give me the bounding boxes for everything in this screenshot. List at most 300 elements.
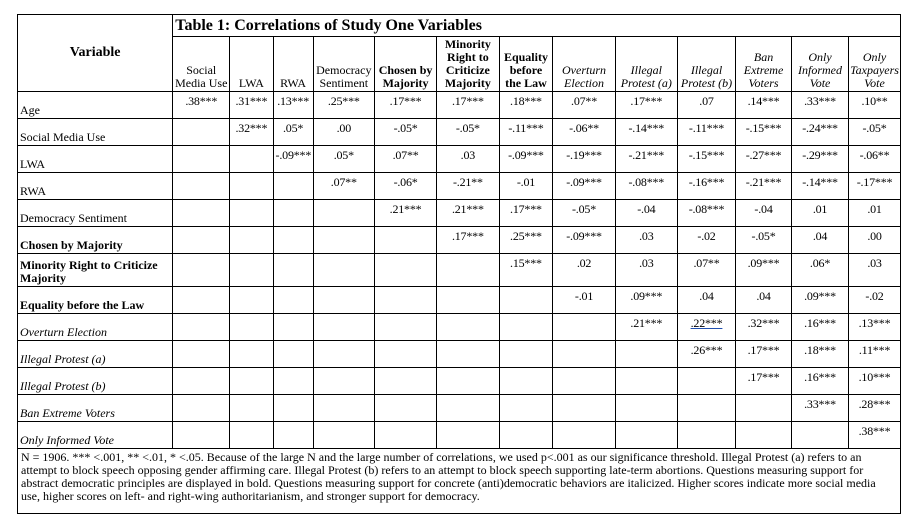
table-cell xyxy=(173,287,230,314)
table-cell xyxy=(499,368,553,395)
row-label: Social Media Use xyxy=(18,119,173,146)
table-cell xyxy=(313,92,374,119)
table-cell xyxy=(374,368,436,395)
table-cell xyxy=(553,92,615,119)
row-label: Only Informed Vote xyxy=(18,422,173,449)
correlation-value: -.11*** xyxy=(688,121,725,135)
correlation-value: .38*** xyxy=(185,94,218,108)
table-cell xyxy=(677,287,735,314)
correlation-value: -.09*** xyxy=(508,148,544,162)
table-cell xyxy=(374,422,436,449)
table-cell xyxy=(173,368,230,395)
table-cell xyxy=(615,200,677,227)
row-label: Illegal Protest (a) xyxy=(18,341,173,368)
correlation-value: .00 xyxy=(336,121,351,135)
title-row xyxy=(18,15,901,37)
table-cell xyxy=(273,227,313,254)
correlation-value: .33*** xyxy=(804,397,836,411)
table-cell xyxy=(499,119,553,146)
correlation-value: .17*** xyxy=(451,229,484,243)
correlation-value: .13*** xyxy=(277,94,310,108)
correlation-value: .28*** xyxy=(858,397,891,411)
correlation-value: .07** xyxy=(392,148,419,162)
correlation-value: -.01 xyxy=(574,289,594,303)
table-cell xyxy=(849,254,901,287)
table-cell xyxy=(437,173,499,200)
table-cell xyxy=(736,341,792,368)
correlation-value: .21*** xyxy=(389,202,422,216)
row-label: Chosen by Majority xyxy=(18,227,173,254)
table-cell xyxy=(736,173,792,200)
table-cell xyxy=(736,368,792,395)
table-cell xyxy=(273,173,313,200)
table-cell xyxy=(677,146,735,173)
table-cell xyxy=(230,119,273,146)
table-cell xyxy=(313,200,374,227)
table-cell xyxy=(437,92,499,119)
table-cell xyxy=(313,314,374,341)
correlation-value: .31*** xyxy=(235,94,268,108)
table-cell xyxy=(173,422,230,449)
table-cell xyxy=(499,146,553,173)
table-cell xyxy=(230,92,273,119)
table-title: Table 1: Correlations of Study One Variables xyxy=(173,15,901,37)
correlation-value: .15*** xyxy=(510,256,542,270)
correlation-value: -.21*** xyxy=(628,148,665,162)
table-cell xyxy=(374,146,436,173)
table-cell xyxy=(849,173,901,200)
table-cell xyxy=(615,92,677,119)
variable-header: Variable xyxy=(18,15,173,92)
correlation-value: -.01 xyxy=(516,175,536,189)
column-header: Social Media Use xyxy=(173,37,230,92)
correlation-value: .14*** xyxy=(747,94,780,108)
table-cell xyxy=(553,173,615,200)
correlation-value: .17*** xyxy=(747,343,780,357)
table-cell xyxy=(437,314,499,341)
table-cell xyxy=(615,119,677,146)
table-cell xyxy=(273,314,313,341)
column-header: Illegal Protest (a) xyxy=(615,37,677,92)
table-cell xyxy=(313,395,374,422)
table-cell xyxy=(173,92,230,119)
row-label: Ban Extreme Voters xyxy=(18,395,173,422)
table-cell xyxy=(230,422,273,449)
table-cell xyxy=(313,422,374,449)
table-cell xyxy=(792,341,849,368)
column-header: Only Taxpayers Vote xyxy=(849,37,901,92)
correlation-value: .06* xyxy=(809,256,831,270)
correlation-value: .03 xyxy=(867,256,882,270)
table-cell xyxy=(374,200,436,227)
table-body xyxy=(18,92,901,449)
row-label: Minority Right to Criticize Majority xyxy=(18,254,173,287)
table-cell xyxy=(849,227,901,254)
table-cell xyxy=(273,287,313,314)
correlation-value: .18*** xyxy=(804,343,836,357)
correlation-value: -.02 xyxy=(697,229,716,243)
correlation-value: .21*** xyxy=(451,202,484,216)
correlation-value: -.16*** xyxy=(688,175,725,189)
table-cell xyxy=(173,173,230,200)
table-cell xyxy=(499,287,553,314)
table-row xyxy=(18,119,901,146)
table-cell xyxy=(553,227,615,254)
table-row xyxy=(18,146,901,173)
correlation-value: .00 xyxy=(867,229,882,243)
correlation-value: .17*** xyxy=(747,370,780,384)
table-cell xyxy=(173,119,230,146)
table-cell xyxy=(792,314,849,341)
table-cell xyxy=(499,92,553,119)
table-row xyxy=(18,314,901,341)
correlation-value: .32*** xyxy=(747,316,780,330)
correlation-value: -.14*** xyxy=(628,121,665,135)
table-cell xyxy=(313,173,374,200)
correlation-value: -.24*** xyxy=(802,121,838,135)
table-cell xyxy=(437,341,499,368)
table-cell xyxy=(173,341,230,368)
correlation-value: .09*** xyxy=(747,256,780,270)
correlation-value: .13*** xyxy=(858,316,891,330)
table-cell xyxy=(273,92,313,119)
correlation-value: .38*** xyxy=(858,424,891,438)
correlation-value: -.06* xyxy=(393,175,418,189)
table-row xyxy=(18,254,901,287)
table-cell xyxy=(553,146,615,173)
table-cell xyxy=(792,368,849,395)
table-cell xyxy=(553,395,615,422)
table-cell xyxy=(374,254,436,287)
table-cell xyxy=(437,422,499,449)
correlation-value: .03 xyxy=(460,148,476,162)
table-cell xyxy=(849,146,901,173)
correlation-value: .07** xyxy=(330,175,357,189)
correlation-value: -.06** xyxy=(569,121,599,135)
table-cell xyxy=(677,227,735,254)
table-cell xyxy=(615,395,677,422)
table-cell xyxy=(499,422,553,449)
correlation-table-container xyxy=(17,14,901,514)
correlation-value: -.27*** xyxy=(745,148,782,162)
table-row xyxy=(18,368,901,395)
table-cell xyxy=(677,341,735,368)
table-cell xyxy=(553,119,615,146)
table-cell xyxy=(736,287,792,314)
table-cell xyxy=(230,200,273,227)
table-cell xyxy=(499,314,553,341)
table-cell xyxy=(615,368,677,395)
table-row xyxy=(18,287,901,314)
correlation-value: .01 xyxy=(812,202,828,216)
table-cell xyxy=(553,341,615,368)
correlation-value: .02 xyxy=(576,256,592,270)
table-cell xyxy=(677,92,735,119)
table-cell xyxy=(849,314,901,341)
table-cell xyxy=(677,119,735,146)
table-cell xyxy=(849,395,901,422)
correlation-value: .17*** xyxy=(510,202,542,216)
table-cell xyxy=(736,146,792,173)
correlation-value: -.09*** xyxy=(275,148,312,162)
table-cell xyxy=(553,287,615,314)
correlation-value: .16*** xyxy=(804,370,836,384)
correlation-value: -.02 xyxy=(865,289,884,303)
table-cell xyxy=(173,227,230,254)
correlation-value: -.21** xyxy=(452,175,483,189)
correlation-value: .01 xyxy=(867,202,882,216)
table-row xyxy=(18,173,901,200)
correlation-value: .03 xyxy=(639,256,654,270)
table-cell xyxy=(173,395,230,422)
table-cell xyxy=(230,314,273,341)
table-cell xyxy=(374,227,436,254)
table-cell xyxy=(736,422,792,449)
table-cell xyxy=(736,92,792,119)
correlation-value: -.21*** xyxy=(745,175,782,189)
table-cell xyxy=(273,119,313,146)
table-cell xyxy=(230,173,273,200)
row-label: RWA xyxy=(18,173,173,200)
correlation-value: .03 xyxy=(639,229,654,243)
table-cell xyxy=(615,227,677,254)
correlation-value: .26*** xyxy=(690,343,723,357)
table-cell xyxy=(230,287,273,314)
column-header: Only Informed Vote xyxy=(792,37,849,92)
table-cell xyxy=(736,314,792,341)
table-cell xyxy=(553,254,615,287)
correlation-value: -.08*** xyxy=(688,202,725,216)
table-cell xyxy=(173,314,230,341)
table-cell xyxy=(437,200,499,227)
correlation-value: .17*** xyxy=(451,94,484,108)
table-cell xyxy=(173,146,230,173)
column-header: Chosen by Majority xyxy=(374,37,436,92)
column-header: RWA xyxy=(273,37,313,92)
table-row xyxy=(18,227,901,254)
table-cell xyxy=(849,119,901,146)
table-cell xyxy=(792,92,849,119)
table-cell xyxy=(792,227,849,254)
table-cell xyxy=(499,395,553,422)
correlation-value: -.05* xyxy=(862,121,887,135)
correlation-value: .10*** xyxy=(858,370,891,384)
table-cell xyxy=(677,368,735,395)
correlation-value: .21*** xyxy=(630,316,663,330)
row-label: Equality before the Law xyxy=(18,287,173,314)
table-cell xyxy=(230,146,273,173)
table-cell xyxy=(849,368,901,395)
table-cell xyxy=(273,146,313,173)
table-cell xyxy=(374,314,436,341)
table-cell xyxy=(849,92,901,119)
correlation-value: -.08*** xyxy=(628,175,665,189)
correlation-value: .07 xyxy=(699,94,714,108)
table-cell xyxy=(553,200,615,227)
note-row xyxy=(18,449,901,514)
table-cell xyxy=(313,368,374,395)
table-cell xyxy=(792,173,849,200)
table-cell xyxy=(677,422,735,449)
correlation-value: -.15*** xyxy=(688,148,725,162)
correlation-table xyxy=(17,14,901,514)
correlation-value: -.29*** xyxy=(802,148,838,162)
table-cell xyxy=(313,287,374,314)
correlation-value: .17*** xyxy=(630,94,663,108)
correlation-value: -.05* xyxy=(572,202,597,216)
correlation-value: .04 xyxy=(756,289,771,303)
correlation-value: .05* xyxy=(333,148,354,162)
table-row xyxy=(18,92,901,119)
table-cell xyxy=(849,200,901,227)
correlation-value: .07** xyxy=(693,256,720,270)
correlation-value: -.05* xyxy=(751,229,776,243)
table-row xyxy=(18,422,901,449)
table-cell xyxy=(792,119,849,146)
table-cell xyxy=(849,422,901,449)
table-cell xyxy=(553,422,615,449)
correlation-value: .09*** xyxy=(804,289,836,303)
table-cell xyxy=(615,146,677,173)
table-cell xyxy=(792,422,849,449)
table-cell xyxy=(230,395,273,422)
table-cell xyxy=(499,254,553,287)
correlation-value: .11*** xyxy=(858,343,891,357)
table-cell xyxy=(677,173,735,200)
table-cell xyxy=(273,200,313,227)
table-cell xyxy=(553,314,615,341)
table-cell xyxy=(313,254,374,287)
correlation-value: .09*** xyxy=(630,289,663,303)
correlation-value: -.06** xyxy=(859,148,890,162)
table-cell xyxy=(230,368,273,395)
table-cell xyxy=(736,119,792,146)
table-cell xyxy=(374,173,436,200)
table-cell xyxy=(677,395,735,422)
table-cell xyxy=(736,200,792,227)
table-cell xyxy=(499,341,553,368)
table-row xyxy=(18,341,901,368)
table-cell xyxy=(437,146,499,173)
table-cell xyxy=(849,341,901,368)
table-cell xyxy=(313,146,374,173)
table-cell xyxy=(677,314,735,341)
correlation-value: -.09*** xyxy=(566,229,602,243)
correlation-value: .32*** xyxy=(235,121,268,135)
table-cell xyxy=(273,341,313,368)
column-header: Illegal Protest (b) xyxy=(677,37,735,92)
correlation-value: -.19*** xyxy=(566,148,602,162)
correlation-value: .33*** xyxy=(804,94,836,108)
row-label: Democracy Sentiment xyxy=(18,200,173,227)
table-cell xyxy=(437,119,499,146)
table-cell xyxy=(273,254,313,287)
correlation-value: -.04 xyxy=(637,202,656,216)
table-cell xyxy=(374,341,436,368)
table-cell xyxy=(273,422,313,449)
table-cell xyxy=(313,119,374,146)
table-cell xyxy=(437,287,499,314)
table-cell xyxy=(615,254,677,287)
table-cell xyxy=(736,227,792,254)
table-cell xyxy=(273,395,313,422)
correlation-value: -.05* xyxy=(393,121,418,135)
correlation-value: -.14*** xyxy=(802,175,838,189)
correlation-value: -.04 xyxy=(754,202,773,216)
correlation-value: .04 xyxy=(699,289,714,303)
correlation-value: .18*** xyxy=(510,94,542,108)
correlation-value: .17*** xyxy=(389,94,422,108)
correlation-value: .10** xyxy=(861,94,888,108)
table-cell xyxy=(553,368,615,395)
correlation-value: -.11*** xyxy=(508,121,544,135)
table-cell xyxy=(230,227,273,254)
table-cell xyxy=(677,254,735,287)
table-note: N = 1906. *** <.001, ** <.01, * <.05. Because of the large N and the large number of correlations, we used p<.001 as our significance threshold. Illegal Protest (a) refers to an attempt to block speech opposing gender affirming care. Illegal Protest (b) refers to an attempt to block speech supporting late-term abortions. Questions measuring support for abstract democratic principles are displayed in bold. Questions measuring support for concrete (anti)democratic behaviors are italicized. Higher scores indicate more social media use, higher scores on left- and right-wing authoritarianism, and stronger support for democracy. xyxy=(18,449,901,514)
table-cell xyxy=(374,119,436,146)
column-header: Ban Extreme Voters xyxy=(736,37,792,92)
table-cell xyxy=(230,341,273,368)
table-cell xyxy=(173,200,230,227)
row-label: Illegal Protest (b) xyxy=(18,368,173,395)
column-header: Democracy Sentiment xyxy=(313,37,374,92)
table-cell xyxy=(849,287,901,314)
column-header: LWA xyxy=(230,37,273,92)
table-cell xyxy=(437,395,499,422)
table-cell xyxy=(437,368,499,395)
correlation-value: -.15*** xyxy=(745,121,782,135)
correlation-value: .16*** xyxy=(804,316,836,330)
table-cell xyxy=(792,146,849,173)
column-header: Minority Right to Criticize Majority xyxy=(437,37,499,92)
table-cell xyxy=(615,422,677,449)
row-label: Age xyxy=(18,92,173,119)
column-header: Equality before the Law xyxy=(499,37,553,92)
table-cell xyxy=(615,314,677,341)
table-cell xyxy=(736,395,792,422)
table-cell xyxy=(499,200,553,227)
table-cell xyxy=(615,341,677,368)
table-row xyxy=(18,395,901,422)
table-cell xyxy=(792,200,849,227)
correlation-value: .05* xyxy=(283,121,304,135)
correlation-value: -.09*** xyxy=(566,175,602,189)
column-header: Overturn Election xyxy=(553,37,615,92)
table-cell xyxy=(313,227,374,254)
table-cell xyxy=(437,227,499,254)
table-cell xyxy=(615,173,677,200)
table-cell xyxy=(736,254,792,287)
table-cell xyxy=(173,254,230,287)
correlation-value: .22*** xyxy=(690,316,723,330)
table-cell xyxy=(792,287,849,314)
table-cell xyxy=(792,395,849,422)
table-cell xyxy=(437,254,499,287)
correlation-value: -.17*** xyxy=(856,175,893,189)
row-label: Overturn Election xyxy=(18,314,173,341)
correlation-value: .07** xyxy=(571,94,598,108)
table-cell xyxy=(313,341,374,368)
table-cell xyxy=(792,254,849,287)
table-cell xyxy=(374,92,436,119)
table-cell xyxy=(273,368,313,395)
correlation-value: .04 xyxy=(812,229,828,243)
table-cell xyxy=(677,200,735,227)
correlation-value: .25*** xyxy=(327,94,360,108)
table-cell xyxy=(615,287,677,314)
table-cell xyxy=(499,227,553,254)
table-cell xyxy=(374,395,436,422)
